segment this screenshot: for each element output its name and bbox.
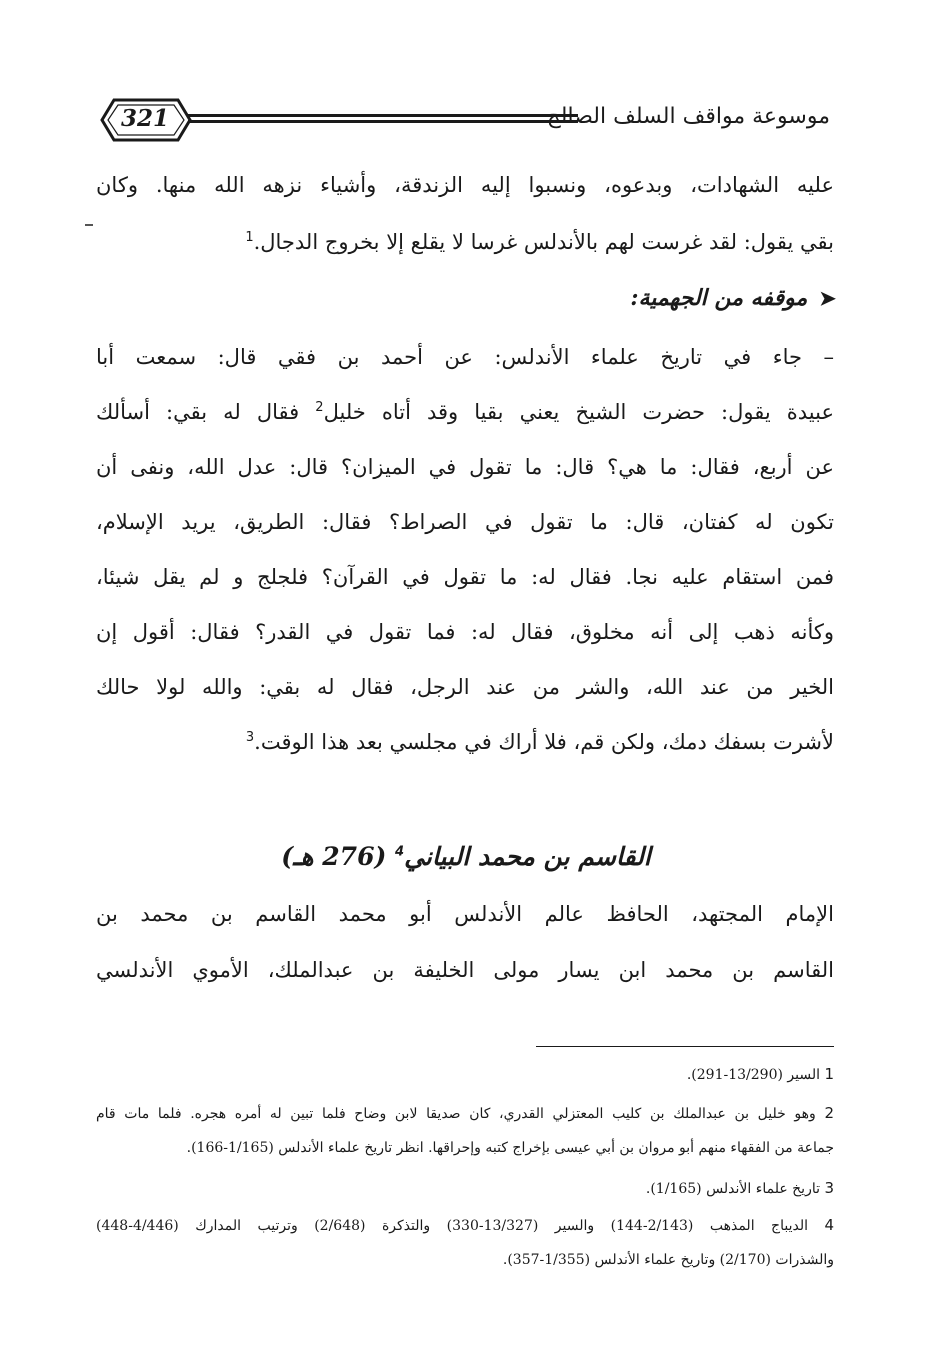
footnote-ref-4: 4 bbox=[395, 844, 405, 860]
body-line-1: عليه الشهادات، وبدعوه، ونسبوا إليه الزندقة، وأشياء نزهه الله منها. وكان bbox=[96, 173, 834, 197]
story-line-7: الخير من عند الله، والشر من عند الرجل، فقال له بقي: والله لولا حالك bbox=[96, 675, 834, 699]
footnote-ref-2: 2 bbox=[315, 400, 324, 415]
story-line-3: عن أربع، فقال: ما هي؟ قال: ما تقول في الميزان؟ قال: عدل الله، ونفى أن bbox=[96, 455, 834, 479]
footnote-text: الديباج المذهب (2/143-144) والسير (13/327-330) والتذكرة (2/648) وترتيب المدارك (4/446-448) bbox=[96, 1218, 808, 1234]
margin-mark bbox=[85, 224, 93, 226]
footnote-number: 4 bbox=[824, 1216, 835, 1234]
footnote-separator bbox=[536, 1046, 834, 1047]
subheading bbox=[96, 278, 836, 318]
story-line-1: – جاء في تاريخ علماء الأندلس: عن أحمد بن فقي قال: سمعت أبا bbox=[96, 345, 834, 369]
page-number: 321 bbox=[120, 105, 169, 132]
story-line-8-text: لأشرت بسفك دمك، ولكن قم، فلا أراك في مجلسي بعد هذا الوقت. bbox=[254, 730, 834, 754]
section-title bbox=[96, 835, 836, 879]
arrow-bullet-icon: ➤ bbox=[819, 286, 836, 310]
body-line-2 bbox=[96, 222, 834, 262]
footnote-text: تاريخ علماء الأندلس (1/165). bbox=[645, 1181, 820, 1197]
story-line-5: فمن استقام عليه نجا. فقال له: ما تقول في القرآن؟ فلجلج و لم يقل شيئا، bbox=[96, 565, 834, 589]
header-rule bbox=[188, 114, 578, 126]
footnote-ref-1: 1 bbox=[245, 230, 254, 245]
footnote-2-line-2: جماعة من الفقهاء منهم أبو مروان بن أبي عيسى بإخراج كتبه وإحراقها. انظر تاريخ علماء الأندلس (1/165-166). bbox=[186, 1140, 834, 1156]
footnote-3 bbox=[96, 1178, 834, 1199]
footnote-ref-3: 3 bbox=[245, 730, 255, 745]
section-line-1: الإمام المجتهد، الحافظ عالم الأندلس أبو محمد القاسم بن محمد بن bbox=[96, 902, 834, 926]
footnote-text: وهو خليل بن عبدالملك بن كليب المعتزلي القدري، كان صديقا لابن وضاح فلما تبين له أمره هجره. فلما مات قام bbox=[96, 1106, 816, 1122]
story-line-2a: عبيدة يقول: حضرت الشيخ يعني بقيا وقد أتاه خليل bbox=[323, 400, 834, 424]
footnote-4-line-1 bbox=[96, 1215, 834, 1236]
section-title-year: (276 هـ) bbox=[281, 842, 387, 871]
footnote-2-line-1 bbox=[96, 1103, 834, 1124]
footnote-text: السير (13/290-291). bbox=[686, 1067, 820, 1083]
subheading-text: موقفه من الجهمية: bbox=[630, 285, 808, 311]
story-line-4: تكون له كفتان، قال: ما تقول في الصراط؟ فقال: الطريق، يريد الإسلام، bbox=[96, 510, 834, 534]
section-title-name: القاسم بن محمد البياني bbox=[404, 842, 651, 871]
footnote-1 bbox=[96, 1064, 834, 1085]
section-line-2: القاسم بن محمد ابن يسار مولى الخليفة بن عبدالملك، الأموي الأندلسي bbox=[96, 958, 834, 982]
footnote-4-line-2: والشذرات (2/170) وتاريخ علماء الأندلس (1/355-357). bbox=[502, 1252, 834, 1268]
story-line-6: وكأنه ذهب إلى أنه مخلوق، فقال له: فما تقول في القدر؟ فقال: أقول إن bbox=[96, 620, 834, 644]
footnote-number: 1 bbox=[824, 1065, 834, 1083]
page-number-badge bbox=[100, 96, 190, 142]
page-header bbox=[100, 92, 830, 152]
body-line-2-text: بقي يقول: لقد غرست لهم بالأندلس غرسا لا يقلع إلا بخروج الدجال. bbox=[253, 230, 834, 254]
footnote-number: 2 bbox=[824, 1104, 834, 1122]
footnote-number: 3 bbox=[824, 1179, 834, 1197]
story-line-2b: فقال له بقي: أسألك bbox=[96, 400, 300, 424]
story-line-2 bbox=[96, 392, 834, 432]
story-line-8 bbox=[96, 722, 834, 762]
book-title: موسوعة مواقف السلف الصالح bbox=[546, 104, 830, 129]
